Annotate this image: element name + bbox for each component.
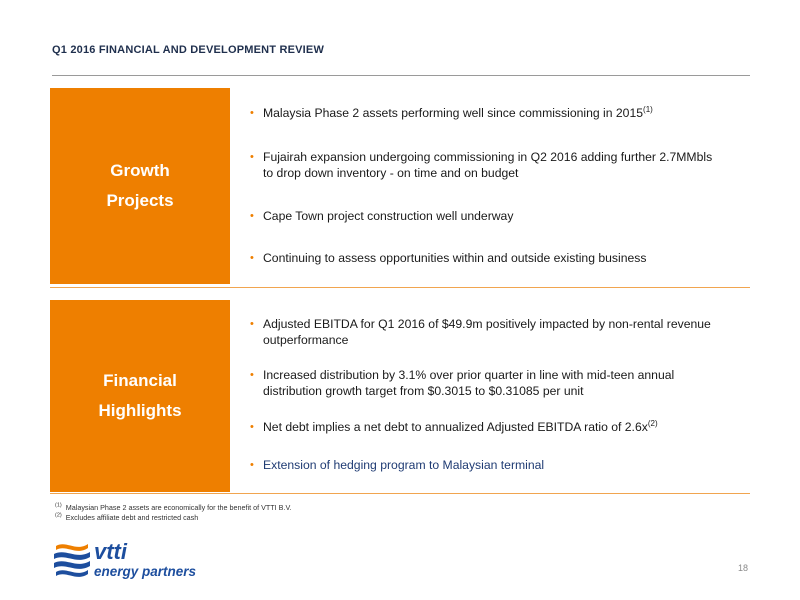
growth-projects-box xyxy=(50,88,230,284)
growth-projects-label-line2: Projects xyxy=(106,191,174,210)
title-divider xyxy=(52,75,750,76)
list-item: • Adjusted EBITDA for Q1 2016 of $49.9m positively impacted by non-rental revenue outperformance xyxy=(250,316,720,348)
list-item: • Increased distribution by 3.1% over prior quarter in line with mid-teen annual distribution growth target from $0.3015 to $0.31085 per unit xyxy=(250,367,720,399)
page-number: 18 xyxy=(738,563,749,573)
list-item: • Extension of hedging program to Malaysian terminal xyxy=(250,457,720,473)
footnote-1: $^{(1)}$ Malaysian Phase 2 assets are economically for the benefit of VTTI B.V. xyxy=(55,502,292,512)
financial-highlights-box xyxy=(50,300,230,492)
logo-tagline: energy partners xyxy=(94,564,197,579)
wave-icon xyxy=(54,544,90,577)
list-item: • Continuing to assess opportunities within and outside existing business xyxy=(250,250,720,266)
section-divider xyxy=(50,493,750,494)
list-item: • Malaysia Phase 2 assets performing well since commissioning in 2015$^{(1)}$ xyxy=(250,105,720,121)
list-item: • Net debt implies a net debt to annualized Adjusted EBITDA ratio of $2.6x^{(2)}$ xyxy=(250,419,720,435)
vtti-logo xyxy=(52,536,222,584)
section-divider xyxy=(50,287,750,288)
footnotes xyxy=(55,503,292,523)
footnote-2: $^{(2)}$ Excludes affiliate debt and restricted cash xyxy=(55,512,199,522)
page-title: Q1 2016 FINANCIAL AND DEVELOPMENT REVIEW xyxy=(52,44,325,56)
list-item: • Cape Town project construction well underway xyxy=(250,208,720,224)
growth-projects-label-line1: Growth xyxy=(110,161,170,180)
logo-wordmark: vtti xyxy=(94,539,127,564)
list-item: • Fujairah expansion undergoing commissioning in Q2 2016 adding further 2.7MMbls to drop down inventory - on time and on budget xyxy=(250,149,720,181)
financial-highlights-label-line2: Highlights xyxy=(98,401,182,420)
financial-highlights-label-line1: Financial xyxy=(103,371,177,390)
